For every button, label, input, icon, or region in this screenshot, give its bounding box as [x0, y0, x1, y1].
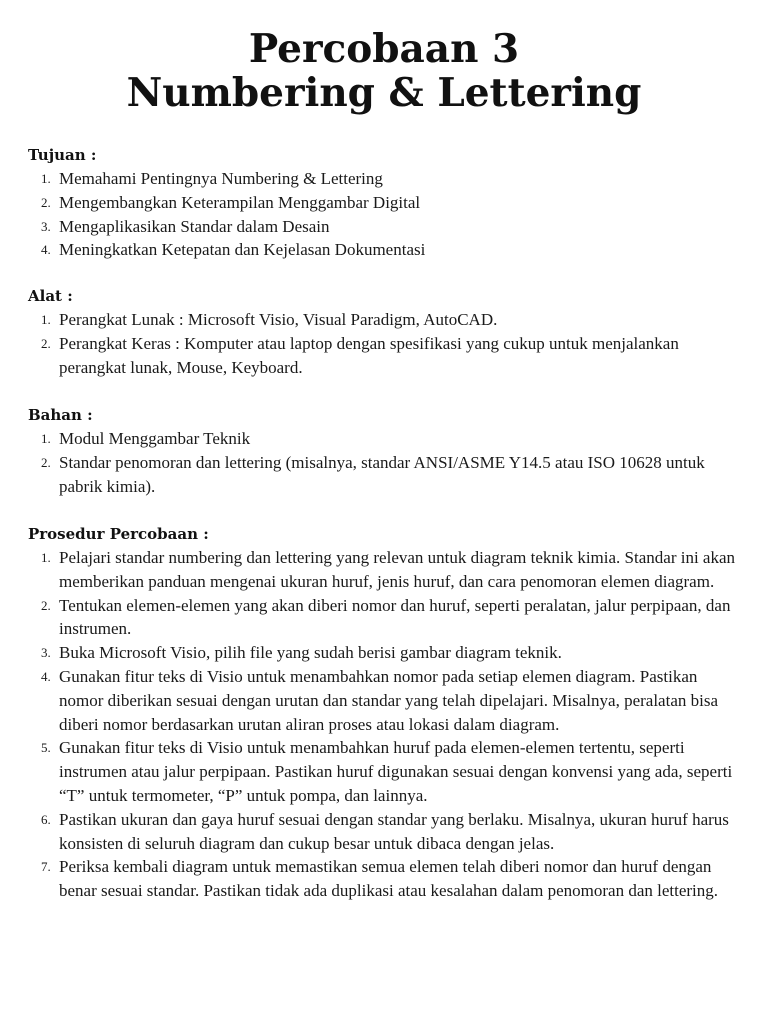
list-number: 2.: [41, 454, 51, 470]
list-item: [28, 665, 740, 736]
list-item: [28, 238, 740, 262]
list-text: Tentukan elemen-elemen yang akan diberi nomor dan huruf, seperti peralatan, jalur perpipaan, dan instrumen.: [59, 595, 731, 639]
list-text: Standar penomoran dan lettering (misalnya, standar ANSI/ASME Y14.5 atau ISO 10628 untuk pabrik kimia).: [59, 452, 705, 496]
list-text: Periksa kembali diagram untuk memastikan semua elemen telah diberi nomor dan huruf dengan benar sesuai standar. Pastikan tidak ada duplikasi atau kesalahan dalam penomoran dan lettering.: [59, 857, 719, 901]
list-item: [28, 167, 740, 191]
bahan-list: [28, 427, 740, 498]
page-title: Percobaan 3: [248, 26, 520, 72]
list-number: 5.: [41, 740, 51, 756]
list-item: [28, 808, 740, 856]
list-text: Pastikan ukuran dan gaya huruf sesuai dengan standar yang berlaku. Misalnya, ukuran huruf harus konsisten di seluruh diagram dan cukup besar untuk dibaca dengan jelas.: [59, 809, 729, 853]
list-number: 2.: [41, 335, 51, 351]
list-text: Buka Microsoft Visio, pilih file yang sudah berisi gambar diagram teknik.: [59, 643, 562, 663]
section-heading: Alat :: [28, 287, 73, 305]
prosedur-list: [28, 546, 740, 903]
list-item: [28, 215, 740, 239]
list-item: [28, 641, 740, 665]
list-text: Perangkat Lunak : Microsoft Visio, Visual Paradigm, AutoCAD.: [59, 310, 498, 329]
section-prosedur: [28, 522, 740, 903]
list-number: 1.: [41, 171, 51, 186]
list-number: 3.: [41, 645, 51, 661]
section-tujuan: [28, 143, 740, 262]
list-number: 7.: [41, 859, 51, 875]
list-text: Memahami Pentingnya Numbering & Lettering: [59, 169, 383, 188]
list-text: Meningkatkan Ketepatan dan Kejelasan Dokumentasi: [59, 240, 426, 260]
list-number: 1.: [41, 431, 51, 446]
list-item: [28, 191, 740, 215]
list-item: [28, 594, 740, 642]
list-number: 2.: [41, 597, 51, 613]
list-item: [28, 546, 740, 594]
list-text: Gunakan fitur teks di Visio untuk menambahkan huruf pada elemen-elemen tertentu, seperti instrumen atau jalur perpipaan. Pastikan huruf digunakan sesuai dengan konvensi yang ada, seperti “T” untuk termometer, “P” untuk pompa, dan lainnya.: [59, 738, 733, 805]
section-alat: [28, 284, 740, 379]
alat-list: [28, 308, 740, 379]
list-number: 6.: [41, 811, 51, 827]
list-item: [28, 427, 740, 451]
list-text: Gunakan fitur teks di Visio untuk menambahkan nomor pada setiap elemen diagram. Pastikan nomor diberikan sesuai dengan urutan dan standar yang telah dipelajari. Misalnya, peralatan bisa diberi nomor berdasarkan urutan aliran proses atau lokasi dalam diagram.: [59, 666, 718, 734]
list-number: 4.: [41, 668, 51, 684]
list-item: [28, 736, 740, 807]
list-number: 3.: [41, 218, 51, 234]
tujuan-list: [28, 167, 740, 262]
list-item: [28, 855, 740, 903]
section-heading: Bahan :: [28, 406, 93, 424]
list-item: [28, 308, 740, 332]
list-number: 1.: [41, 312, 51, 327]
list-text: Modul Menggambar Teknik: [59, 429, 251, 448]
list-number: 1.: [41, 550, 51, 565]
list-item: [28, 451, 740, 499]
section-heading: Prosedur Percobaan :: [28, 525, 209, 543]
list-text: Mengembangkan Keterampilan Menggambar Digital: [59, 192, 421, 212]
list-number: 4.: [41, 242, 51, 258]
list-item: [28, 332, 740, 380]
list-text: Perangkat Keras : Komputer atau laptop dengan spesifikasi yang cukup untuk menjalankan perangkat lunak, Mouse, Keyboard.: [59, 333, 679, 377]
section-heading: Tujuan :: [28, 146, 97, 164]
list-text: Pelajari standar numbering dan lettering yang relevan untuk diagram teknik kimia. Standar ini akan memberikan panduan mengenai ukuran huruf, jenis huruf, dan cara penomoran elemen diagram.: [59, 548, 736, 591]
page-subtitle: Numbering & Lettering: [126, 70, 642, 116]
list-number: 2.: [41, 194, 51, 210]
section-bahan: [28, 403, 740, 498]
list-text: Mengaplikasikan Standar dalam Desain: [59, 216, 330, 236]
